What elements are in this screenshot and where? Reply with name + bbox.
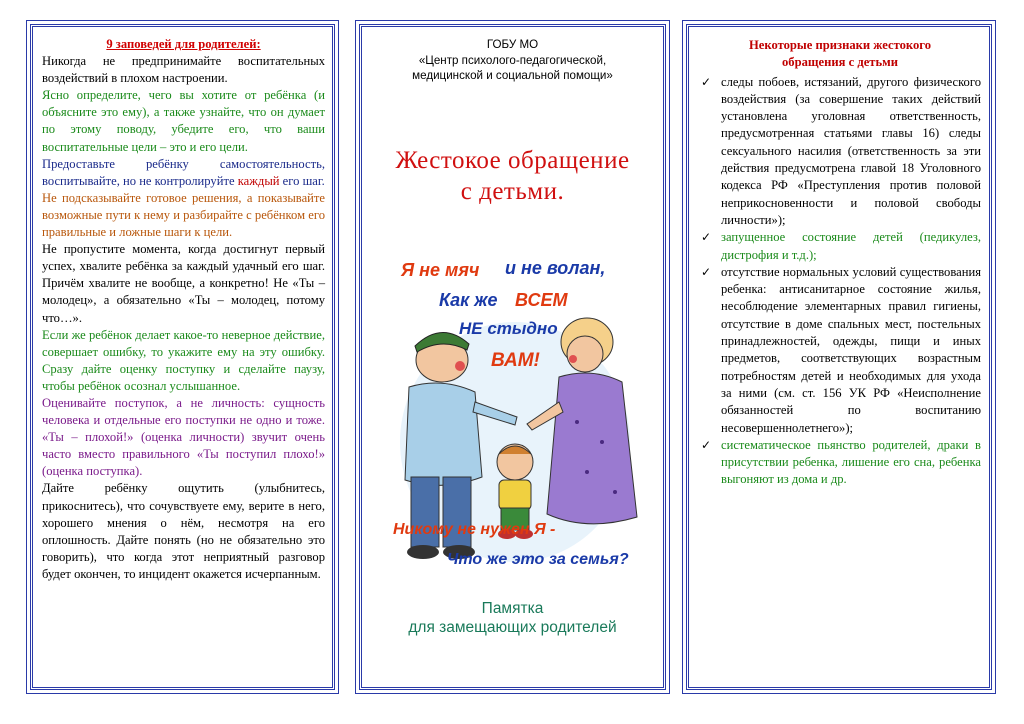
commandments-list bbox=[42, 53, 325, 583]
abuse-sign-item bbox=[699, 229, 981, 264]
checkmark-icon: ✓ bbox=[701, 437, 712, 452]
title-line: Жестокое обращение bbox=[395, 147, 630, 174]
illustration-caption: и не волан, bbox=[505, 258, 606, 278]
signs-title-line: обращения с детьми bbox=[782, 55, 898, 70]
commandment-text: Не пропустите момента, когда достигнут первый успех, хвалите ребёнка за каждый удачный его шаг. Причём хвалите не вообще, а конкретно! Не «Ты – молодец», а обязательно «Ты – молодец, потому что…». bbox=[42, 242, 325, 325]
checkmark-icon: ✓ bbox=[701, 230, 712, 245]
cover-panel bbox=[359, 24, 666, 690]
org-line: медицинской и социальной помощи» bbox=[412, 69, 613, 82]
abuse-sign-text: отсутствие нормальных условий существования ребенка: антисанитарное состояние жилья, несоблюдение элементарных правил гигиены, отсутствие в доме спальных мест, постельных принадлежностей, одежды, пищи и иных предметов, соответствующих возрастным потребностям детей и необходимых для ухода за ними (см. ст. 156 УК РФ «Неисполнение обязанностей по воспитанию несовершеннолетнего»); bbox=[721, 264, 981, 435]
commandment-item bbox=[42, 87, 325, 155]
commandment-item bbox=[42, 327, 325, 395]
commandment-item bbox=[42, 480, 325, 583]
illustration-caption: ВАМ! bbox=[491, 350, 540, 371]
abuse-sign-item bbox=[699, 264, 981, 437]
abuse-sign-item bbox=[699, 74, 981, 230]
commandment-text: Оценивайте поступок, а не личность: сущность человека и отдельные его поступки не одно и тоже. «Ты – плохой!» (оценка личности) звучит очень часто вместо правильного «Ты поступил плохо!» (оценка поступка). bbox=[42, 395, 325, 479]
commandments-panel bbox=[30, 24, 335, 690]
org-line: ГОБУ МО bbox=[486, 38, 539, 51]
checkmark-icon: ✓ bbox=[701, 74, 712, 89]
commandments-title: 9 заповедей для родителей: bbox=[106, 37, 261, 51]
commandment-item bbox=[42, 156, 325, 190]
commandment-text: Не подсказывайте готовое решения, а показывайте возможные пути к нему и разбирайте с ребёнком его правильные и ложные шаги к цели. bbox=[42, 190, 325, 240]
illustration-caption: НЕ стыдно bbox=[459, 319, 558, 338]
organization-header bbox=[362, 37, 663, 84]
commandment-text: Если же ребёнок делает какое-то неверное действие, совершает ошибку, то укажите ему на эту ошибку. Сразу дайте оценку поступку и сделайте паузу, чтобы ребёнок осознал услышанное. bbox=[42, 327, 325, 393]
illustration-caption: Что же это за семья? bbox=[447, 551, 629, 568]
commandment-text: Дайте ребёнку ощутить (улыбнитесь, прикоснитесь), что сочувствуете ему, верите в него, хорошего мнения о нём, несмотря на его оплошность. Дайте понять (но не обязательно это говорить), что когда этот неприятный разговор будет окончен, то инцидент окажется исчерпанным. bbox=[42, 481, 325, 581]
memo-caption bbox=[362, 599, 663, 637]
signs-list bbox=[699, 74, 981, 489]
commandment-highlight: каждый bbox=[237, 173, 280, 188]
brochure-title bbox=[362, 145, 663, 207]
checkmark-icon: ✓ bbox=[701, 264, 712, 279]
title-line: с детьми. bbox=[460, 178, 565, 205]
signs-title-line: Некоторые признаки жестокого bbox=[749, 38, 931, 52]
abuse-sign-text: запущенное состояние детей (педикулез, дистрофия и т.д.); bbox=[721, 230, 981, 262]
abuse-signs-panel bbox=[686, 24, 992, 690]
illustration-caption: Как же bbox=[439, 290, 498, 310]
commandment-item bbox=[42, 190, 325, 241]
illustration-caption: Никому не нужен Я - bbox=[393, 521, 556, 538]
abuse-sign-text: систематическое пьянство родителей, драки в присутствии ребенка, лишение его сна, ребенка выгоняют из дома и др. bbox=[721, 437, 981, 487]
illustration-caption: Я не мяч bbox=[401, 260, 480, 280]
org-line: «Центр психолого-педагогической, bbox=[418, 53, 607, 67]
commandment-item bbox=[42, 395, 325, 480]
commandment-text: Предоставьте ребёнку самостоятельность, воспитывайте, но не контролируйте bbox=[42, 156, 325, 188]
cartoon-illustration bbox=[387, 242, 645, 582]
commandment-text: Ясно определите, чего вы хотите от ребёнка (и объясните это ему), а также узнайте, что он думает по этому поводу, убедите его, что ваши воспитательные цели – это и его цели. bbox=[42, 88, 325, 154]
memo-line: для замещающих родителей bbox=[408, 619, 617, 636]
abuse-sign-item bbox=[699, 437, 981, 489]
commandment-text: его шаг. bbox=[279, 173, 325, 188]
abuse-sign-text: следы побоев, истязаний, другого физического воздействия (за совершение таких действий установлена уголовная ответственность, предусмотренная статьями главы 16) следы сексуального насилия (ответственность за эти действия предусмотрена главой 18 Уголовного кодекса РФ «Преступления против половой неприкосновенности и половой свободы личности»); bbox=[721, 74, 981, 227]
commandment-text: Никогда не предпринимайте воспитательных воздействий в плохом настроении. bbox=[42, 54, 325, 86]
commandment-item bbox=[42, 53, 325, 87]
memo-line: Памятка bbox=[481, 600, 544, 617]
illustration-caption: ВСЕМ bbox=[515, 290, 568, 310]
commandment-item bbox=[42, 241, 325, 326]
signs-title bbox=[699, 37, 981, 72]
